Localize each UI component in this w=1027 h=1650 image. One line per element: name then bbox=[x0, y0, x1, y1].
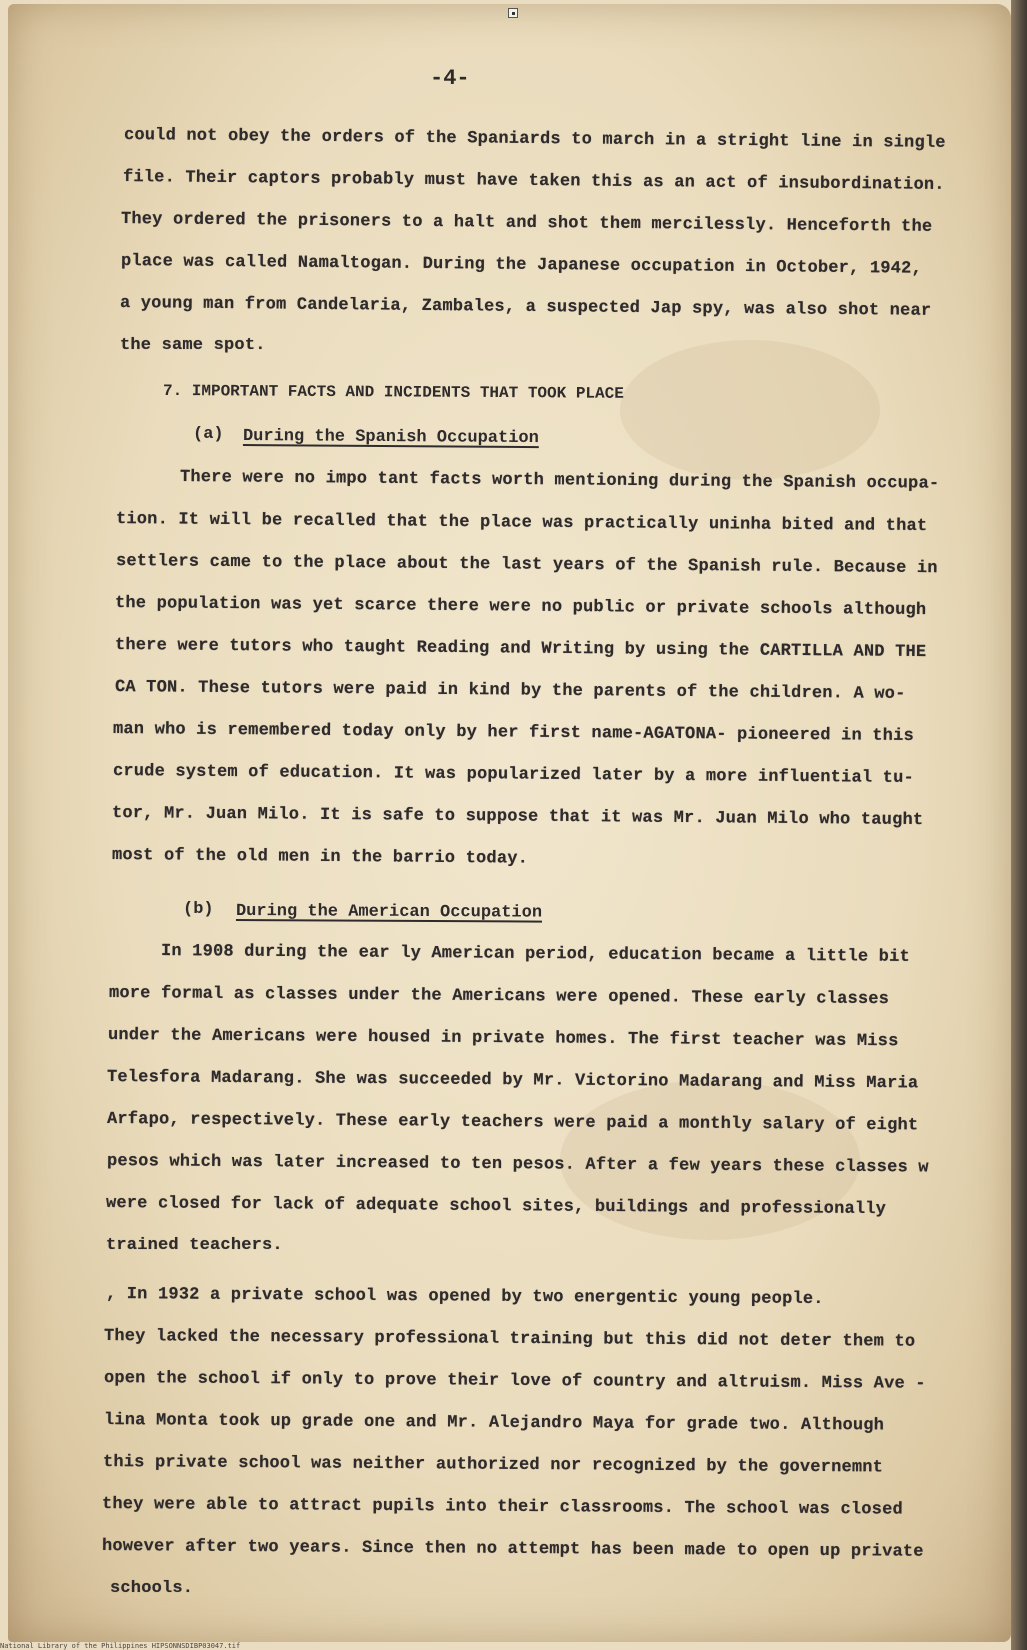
subsection-a-label: (a) bbox=[193, 425, 224, 444]
text-line: could not obey the orders of the Spaniards to march in a stright line in single bbox=[123, 126, 946, 153]
text-line: tor, Mr. Juan Milo. It is safe to suppose that it was Mr. Juan Milo who taught bbox=[111, 804, 924, 831]
text-line: a young man from Candelaria, Zambales, a suspected Jap spy, was also shot near bbox=[119, 294, 932, 321]
text-line: open the school if only to prove their love of country and altruism. Miss Ave - bbox=[103, 1369, 926, 1394]
text-line: they were able to attract pupils into their classrooms. The school was closed bbox=[101, 1495, 903, 1520]
text-line: schools. bbox=[110, 1579, 194, 1598]
text-line: There were no impo tant facts worth mentioning during the Spanish occupa- bbox=[179, 468, 940, 494]
text-line: settlers came to the place about the last years of the Spanish rule. Because in bbox=[115, 552, 938, 579]
text-line: file. Their captors probably must have taken this as an act of insubordination. bbox=[122, 168, 945, 195]
text-line: were closed for lack of adequate school sites, buildings and professionally bbox=[105, 1194, 887, 1220]
text-line: this private school was neither authorized nor recognized by the governemnt bbox=[102, 1453, 884, 1478]
text-line: In 1908 during the ear ly American period, education became a little bit bbox=[160, 942, 910, 967]
footer-credit: National Library of the Philippines HIPSONNSDIBP03047.tif bbox=[0, 1642, 241, 1650]
text-line: They ordered the prisoners to a halt and shot them mercilessly. Henceforth the bbox=[120, 210, 933, 237]
section-heading: 7. IMPORTANT FACTS AND INCIDENTS THAT TOOK PLACE bbox=[162, 382, 624, 403]
subsection-a-title: During the Spanish Occupation bbox=[242, 427, 539, 449]
subsection-b-title: During the American Occupation bbox=[235, 902, 543, 923]
subsection-b-label: (b) bbox=[183, 900, 214, 919]
text-line: They lacked the necessary professional training but this did not deter them to bbox=[103, 1327, 916, 1352]
page-number: -4- bbox=[430, 66, 470, 91]
text-line: trained teachers. bbox=[106, 1236, 283, 1255]
paper-stain bbox=[620, 340, 880, 480]
text-line: Arfapo, respectively. These early teachers were paid a monthly salary of eight bbox=[106, 1110, 919, 1136]
text-line: pesos which was later increased to ten pesos. After a few years these classes w bbox=[106, 1152, 929, 1178]
binding-edge bbox=[1011, 0, 1027, 1650]
text-line: the same spot. bbox=[120, 336, 266, 355]
text-line: lina Monta took up grade one and Mr. Alejandro Maya for grade two. Although bbox=[103, 1411, 885, 1436]
text-line: under the Americans were housed in private homes. The first teacher was Miss bbox=[107, 1026, 899, 1052]
text-line: man who is remembered today only by her first name-AGATONA- pioneered in this bbox=[112, 720, 914, 746]
text-line: there were tutors who taught Reading and Writing by using the CARTILLA AND THE bbox=[114, 636, 927, 663]
text-line: however after two years. Since then no attempt has been made to open up private bbox=[101, 1537, 924, 1562]
text-line: Telesfora Madarang. She was succeeded by Mr. Victorino Madarang and Miss Maria bbox=[106, 1068, 919, 1094]
text-line: tion. It will be recalled that the place was practically uninha bited and that bbox=[115, 510, 928, 537]
text-line: place was called Namaltogan. During the Japanese occupation in October, 1942, bbox=[120, 252, 922, 279]
text-line: most of the old men in the barrio today. bbox=[111, 846, 529, 869]
text-line: CA TON. These tutors were paid in kind by the parents of the children. A wo- bbox=[114, 678, 906, 704]
scan-marker-icon bbox=[508, 8, 518, 18]
text-line: more formal as classes under the Americans were opened. These early classes bbox=[108, 984, 890, 1010]
text-line: crude system of education. It was popularized later by a more influential tu- bbox=[112, 762, 914, 788]
text-line: the population was yet scarce there were no public or private schools although bbox=[114, 594, 927, 621]
text-line: , In 1932 a private school was opened by two energentic young people. bbox=[105, 1285, 824, 1310]
